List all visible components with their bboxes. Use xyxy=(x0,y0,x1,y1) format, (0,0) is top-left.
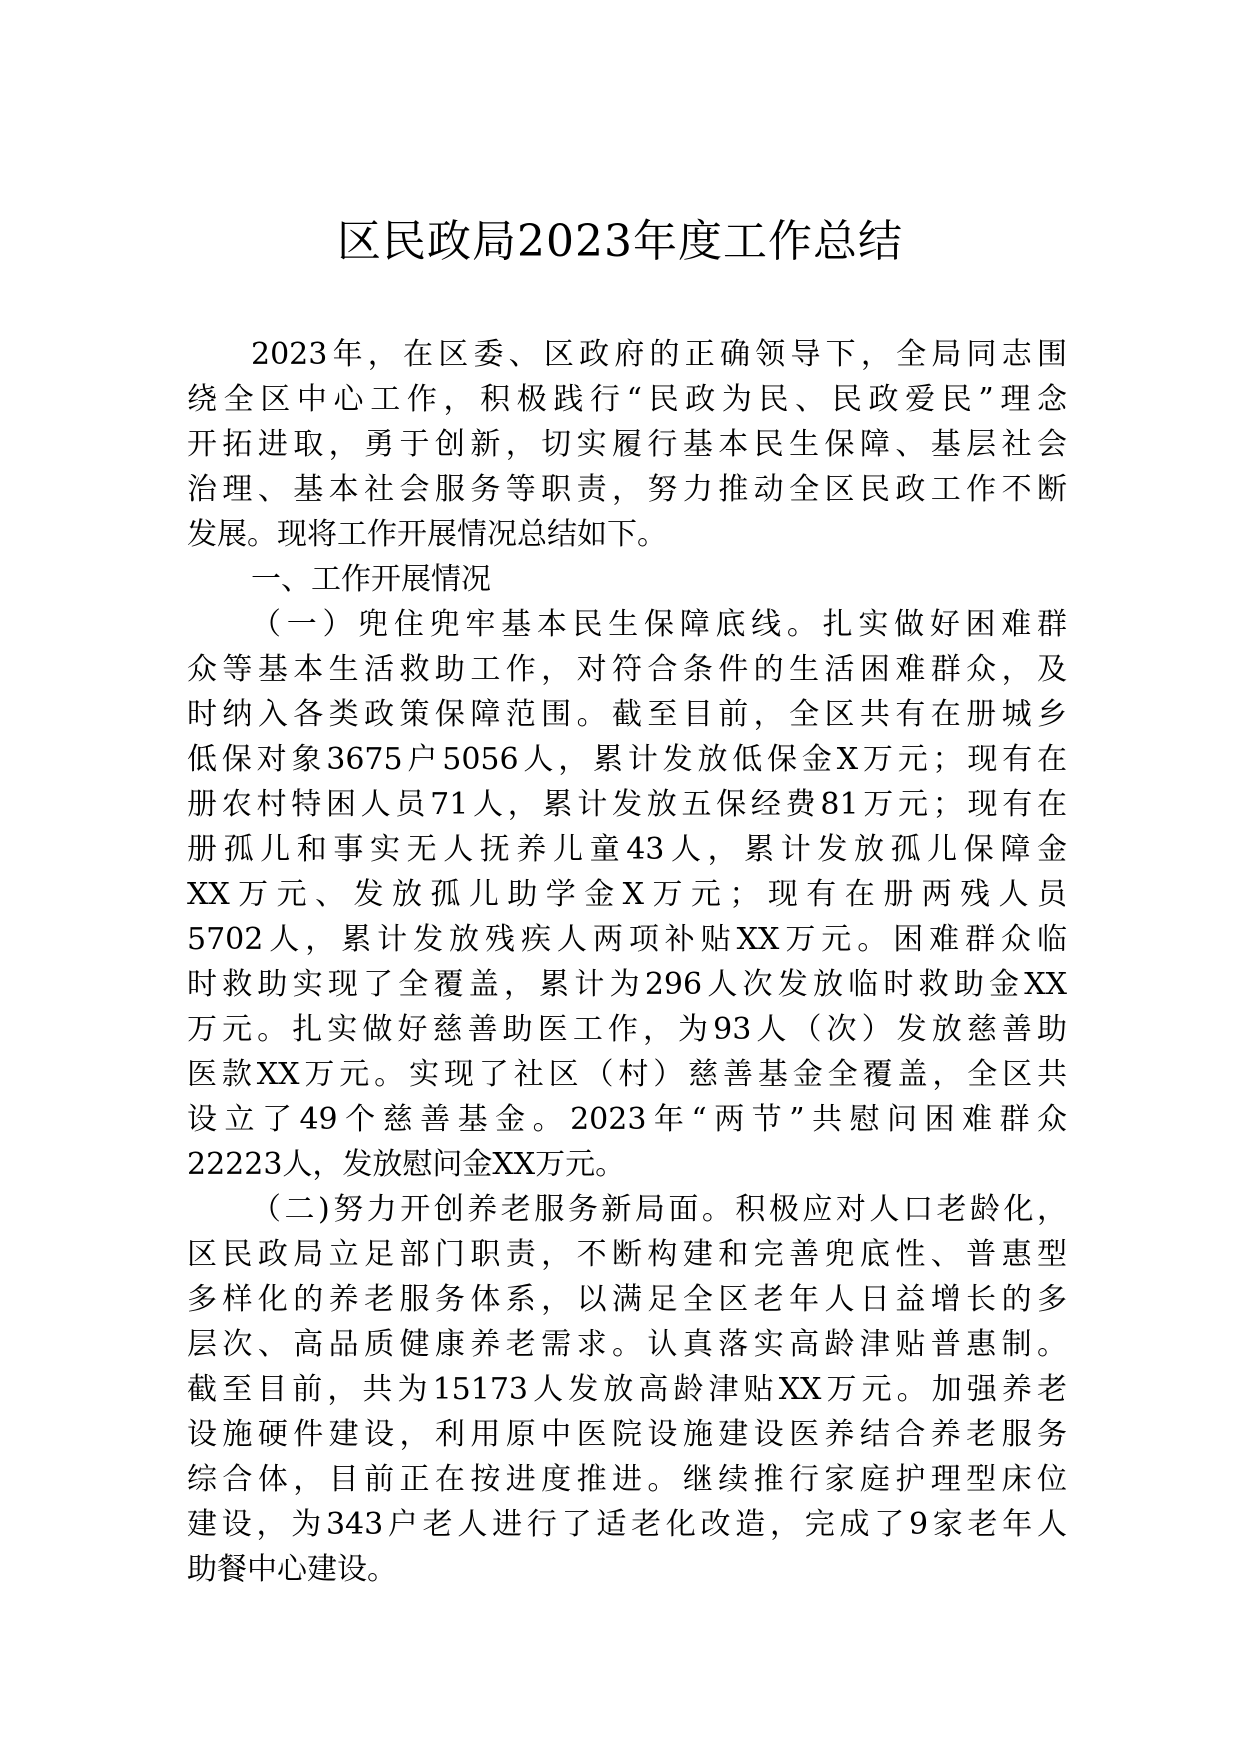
text-line: 绕全区中心工作，积极践行“民政为民、民政爱民”理念 xyxy=(187,382,1067,417)
text-line: 册孤儿和事实无人抚养儿童43人，累计发放孤儿保障金 xyxy=(187,832,1067,867)
text-line: 多样化的养老服务体系，以满足全区老年人日益增长的多 xyxy=(187,1282,1067,1317)
text-line: 万元。扎实做好慈善助医工作，为93人（次）发放慈善助 xyxy=(187,1012,1067,1047)
text-line: 时救助实现了全覆盖，累计为296人次发放临时救助金XX xyxy=(187,967,1067,1002)
text-line: 2023年，在区委、区政府的正确领导下，全局同志围 xyxy=(251,337,1067,372)
text-line: 设施硬件建设，利用原中医院设施建设医养结合养老服务 xyxy=(187,1417,1067,1452)
text-line: 区民政局立足部门职责，不断构建和完善兜底性、普惠型 xyxy=(187,1237,1067,1272)
text-line: 众等基本生活救助工作，对符合条件的生活困难群众，及 xyxy=(187,652,1067,687)
text-line: 时纳入各类政策保障范围。截至目前，全区共有在册城乡 xyxy=(187,697,1067,732)
text-line: 一、工作开展情况 xyxy=(251,562,491,597)
text-line: 建设，为343户老人进行了适老化改造，完成了9家老年人 xyxy=(187,1507,1067,1542)
text-line: 层次、高品质健康养老需求。认真落实高龄津贴普惠制。 xyxy=(187,1327,1067,1362)
text-line: 截至目前，共为15173人发放高龄津贴XX万元。加强养老 xyxy=(187,1372,1067,1407)
text-line: 开拓进取，勇于创新，切实履行基本民生保障、基层社会 xyxy=(187,427,1067,462)
text-line: 5702人，累计发放残疾人两项补贴XX万元。困难群众临 xyxy=(187,922,1067,957)
text-line: （二)努力开创养老服务新局面。积极应对人口老龄化， xyxy=(251,1192,1067,1227)
text-line: 设立了49个慈善基金。2023年“两节”共慰问困难群众 xyxy=(187,1102,1067,1137)
text-line: 22223人，发放慰问金XX万元。 xyxy=(187,1147,626,1182)
text-line: 册农村特困人员71人，累计发放五保经费81万元；现有在 xyxy=(187,787,1067,822)
text-line: 发展。现将工作开展情况总结如下。 xyxy=(187,517,667,552)
document-title: 区民政局2023年度工作总结 xyxy=(337,216,903,267)
document-body xyxy=(187,332,1067,1592)
text-line: XX万元、发放孤儿助学金X万元；现有在册两残人员 xyxy=(187,877,1067,912)
text-line: 医款XX万元。实现了社区（村）慈善基金全覆盖，全区共 xyxy=(187,1057,1067,1092)
text-line: （一）兜住兜牢基本民生保障底线。扎实做好困难群 xyxy=(251,607,1067,642)
text-line: 低保对象3675户5056人，累计发放低保金X万元；现有在 xyxy=(187,742,1067,777)
text-line: 治理、基本社会服务等职责，努力推动全区民政工作不断 xyxy=(187,472,1067,507)
text-line: 综合体，目前正在按进度推进。继续推行家庭护理型床位 xyxy=(187,1462,1067,1497)
text-line: 助餐中心建设。 xyxy=(187,1552,397,1587)
